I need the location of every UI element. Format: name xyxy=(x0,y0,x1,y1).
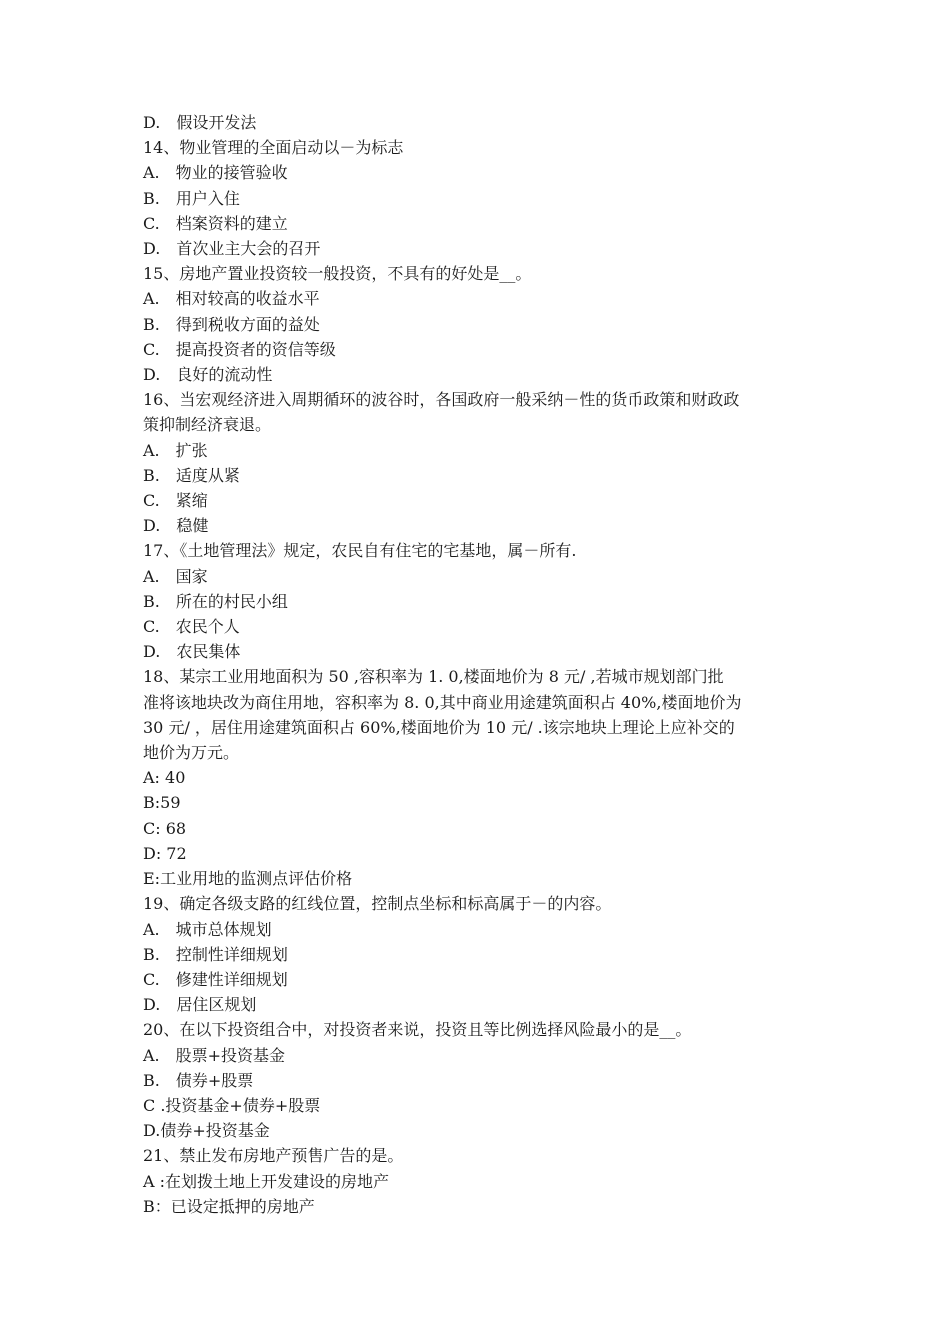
text-line: 策抑制经济衰退。 xyxy=(143,415,272,435)
text-line: A. 股票+投资基金 xyxy=(143,1045,286,1065)
text-line: B. 控制性详细规划 xyxy=(143,944,288,964)
text-line: C .投资基金+债券+股票 xyxy=(143,1095,321,1115)
text-line: 14、物业管理的全面启动以－为标志 xyxy=(143,138,404,158)
text-line: E:工业用地的监测点评估价格 xyxy=(143,869,353,889)
text-line: C. 紧缩 xyxy=(143,491,208,511)
text-line: A: 40 xyxy=(143,768,186,788)
text-line: B. 债券+股票 xyxy=(143,1070,254,1090)
text-line: C: 68 xyxy=(143,818,187,838)
text-line: C. 档案资料的建立 xyxy=(143,213,288,233)
text-line: D. 良好的流动性 xyxy=(143,365,273,385)
text-line: B:59 xyxy=(143,793,181,813)
text-line: D. 农民集体 xyxy=(143,642,241,662)
text-line: B. 适度从紧 xyxy=(143,465,240,485)
text-line: B. 用户入住 xyxy=(143,188,240,208)
text-line: D.债券+投资基金 xyxy=(143,1121,270,1141)
text-line: C. 提高投资者的资信等级 xyxy=(143,339,336,359)
text-line: 17、《土地管理法》规定，农民自有住宅的宅基地，属－所有. xyxy=(143,541,577,561)
text-line: C. 修建性详细规划 xyxy=(143,969,288,989)
text-line: A. 扩张 xyxy=(143,440,208,460)
text-line: D. 稳健 xyxy=(143,516,209,536)
text-line: 20、在以下投资组合中，对投资者来说，投资且等比例选择风险最小的是__。 xyxy=(143,1020,692,1040)
document-body xyxy=(143,110,823,1219)
text-line: A. 物业的接管验收 xyxy=(143,163,288,183)
text-line: B. 得到税收方面的益处 xyxy=(143,314,320,334)
text-line: B. 所在的村民小组 xyxy=(143,591,288,611)
text-line: 19、确定各级支路的红线位置，控制点坐标和标高属于－的内容。 xyxy=(143,894,612,914)
text-line: 15、房地产置业投资较一般投资，不具有的好处是__。 xyxy=(143,264,532,284)
text-line: 准将该地块改为商住用地，容积率为 8. 0,其中商业用途建筑面积占 40%,楼面地价为 xyxy=(143,692,742,712)
text-line: A. 城市总体规划 xyxy=(143,919,272,939)
text-line: D. 居住区规划 xyxy=(143,995,257,1015)
text-line: 30 元/ ，居住用途建筑面积占 60%,楼面地价为 10 元/ .该宗地块上理论上应补交的 xyxy=(143,717,735,737)
text-line: C. 农民个人 xyxy=(143,617,240,637)
text-line: D. 首次业主大会的召开 xyxy=(143,239,321,259)
text-line: 地价为万元。 xyxy=(143,743,240,763)
text-line: 21、禁止发布房地产预售广告的是。 xyxy=(143,1146,404,1166)
text-line: 18、某宗工业用地面积为 50 ,容积率为 1. 0,楼面地价为 8 元/ ,若城市规划部门批 xyxy=(143,667,724,687)
text-line: B：已设定抵押的房地产 xyxy=(143,1196,315,1216)
text-line: 16、当宏观经济进入周期循环的波谷时，各国政府一般采纳－性的货币政策和财政政 xyxy=(143,390,740,410)
text-line: A. 相对较高的收益水平 xyxy=(143,289,320,309)
text-line: D. 假设开发法 xyxy=(143,113,257,132)
text-line: D: 72 xyxy=(143,843,187,863)
text-line: A. 国家 xyxy=(143,566,208,586)
text-line: A :在划拨土地上开发建设的房地产 xyxy=(143,1171,390,1191)
